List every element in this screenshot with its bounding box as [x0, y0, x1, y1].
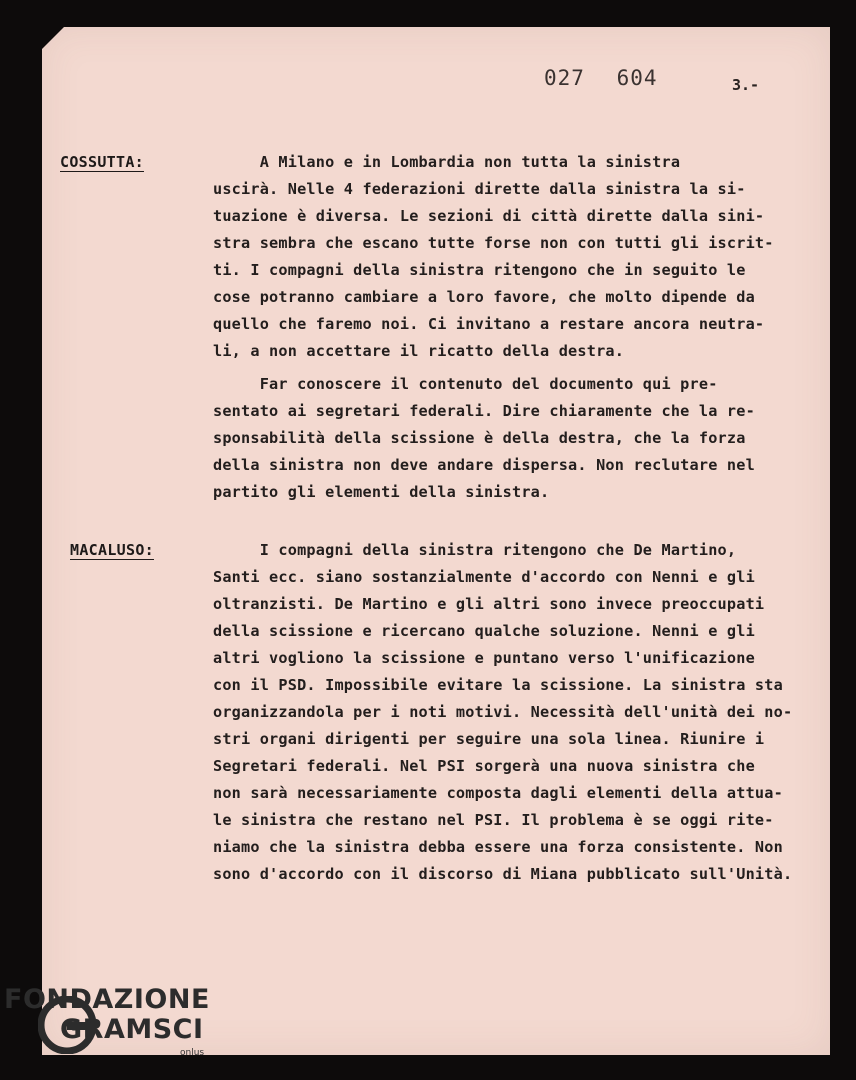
- text-line: Segretari federali. Nel PSI sorgerà una nuova sinistra che: [213, 757, 755, 775]
- text-line: sponsabilità della scissione è della destra, che la forza: [213, 429, 746, 447]
- watermark-suffix: onlus: [180, 1048, 205, 1058]
- text-line: sentato ai segretari federali. Dire chiaramente che la re-: [213, 402, 755, 420]
- text-line: non sarà necessariamente composta dagli elementi della attua-: [213, 784, 783, 802]
- archive-number: 027 604: [544, 66, 658, 90]
- paragraph-macaluso-1: [213, 537, 813, 888]
- paragraph-cossutta-1: [213, 149, 813, 365]
- text-line: ti. I compagni della sinistra ritengono che in seguito le: [213, 261, 746, 279]
- text-line: niamo che la sinistra debba essere una forza consistente. Non: [213, 838, 783, 856]
- text-line: I compagni della sinistra ritengono che De Martino,: [213, 541, 737, 559]
- text-line: della scissione e ricercano qualche soluzione. Nenni e gli: [213, 622, 755, 640]
- watermark-line2: GRAMSCI: [60, 1014, 204, 1045]
- text-line: stri organi dirigenti per seguire una sola linea. Riunire i: [213, 730, 765, 748]
- page-number: 3.-: [732, 76, 760, 94]
- text-line: A Milano e in Lombardia non tutta la sinistra: [213, 153, 681, 171]
- text-line: le sinistra che restano nel PSI. Il problema è se oggi rite-: [213, 811, 774, 829]
- text-line: organizzandola per i noti motivi. Necessità dell'unità dei no-: [213, 703, 793, 721]
- text-line: altri vogliono la scissione e puntano verso l'unificazione: [213, 649, 755, 667]
- text-line: partito gli elementi della sinistra.: [213, 483, 550, 501]
- watermark-fondazione-gramsci: [4, 984, 219, 1064]
- text-line: li, a non accettare il ricatto della destra.: [213, 342, 625, 360]
- text-line: della sinistra non deve andare dispersa. Non reclutare nel: [213, 456, 755, 474]
- speaker-label-cossutta: COSSUTTA:: [60, 153, 144, 171]
- text-line: tuazione è diversa. Le sezioni di città dirette dalla sini-: [213, 207, 765, 225]
- text-line: uscirà. Nelle 4 federazioni dirette dalla sinistra la si-: [213, 180, 746, 198]
- text-line: Santi ecc. siano sostanzialmente d'accordo con Nenni e gli: [213, 568, 755, 586]
- speaker-label-macaluso: MACALUSO:: [70, 541, 154, 559]
- text-line: con il PSD. Impossibile evitare la scissione. La sinistra sta: [213, 676, 783, 694]
- watermark-line1: FONDAZIONE: [4, 984, 210, 1015]
- text-line: oltranzisti. De Martino e gli altri sono invece preoccupati: [213, 595, 765, 613]
- text-line: Far conoscere il contenuto del documento qui pre-: [213, 375, 718, 393]
- text-line: stra sembra che escano tutte forse non con tutti gli iscrit-: [213, 234, 774, 252]
- text-line: cose potranno cambiare a loro favore, che molto dipende da: [213, 288, 755, 306]
- text-line: quello che faremo noi. Ci invitano a restare ancora neutra-: [213, 315, 765, 333]
- text-line: sono d'accordo con il discorso di Miana pubblicato sull'Unità.: [213, 865, 793, 883]
- paragraph-cossutta-2: [213, 371, 813, 506]
